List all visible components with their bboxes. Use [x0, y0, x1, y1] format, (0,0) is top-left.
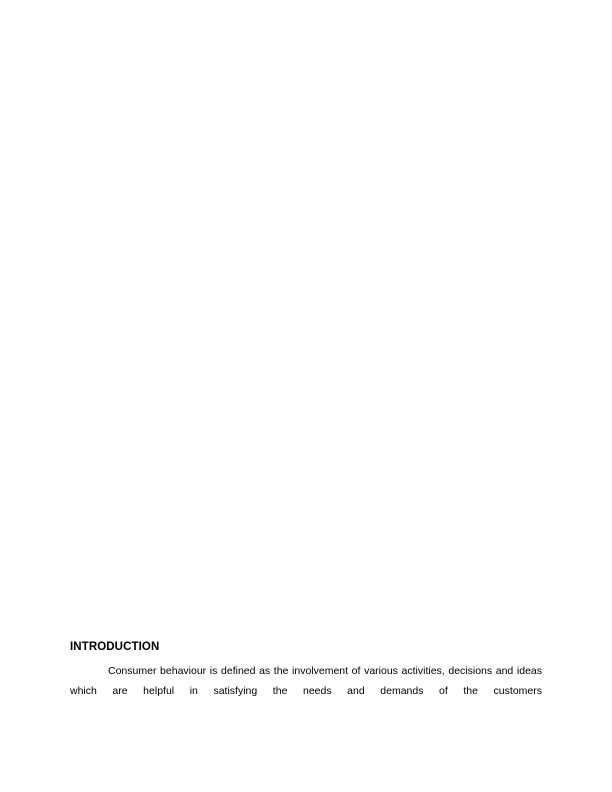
introduction-body-paragraph: Consumer behaviour is defined as the involvement of various activities, decisions and ideas which are helpful in satisfying the needs and demands of the customers: [70, 664, 542, 697]
document-content-block: [70, 640, 542, 721]
section-heading-introduction: INTRODUCTION: [70, 641, 160, 653]
